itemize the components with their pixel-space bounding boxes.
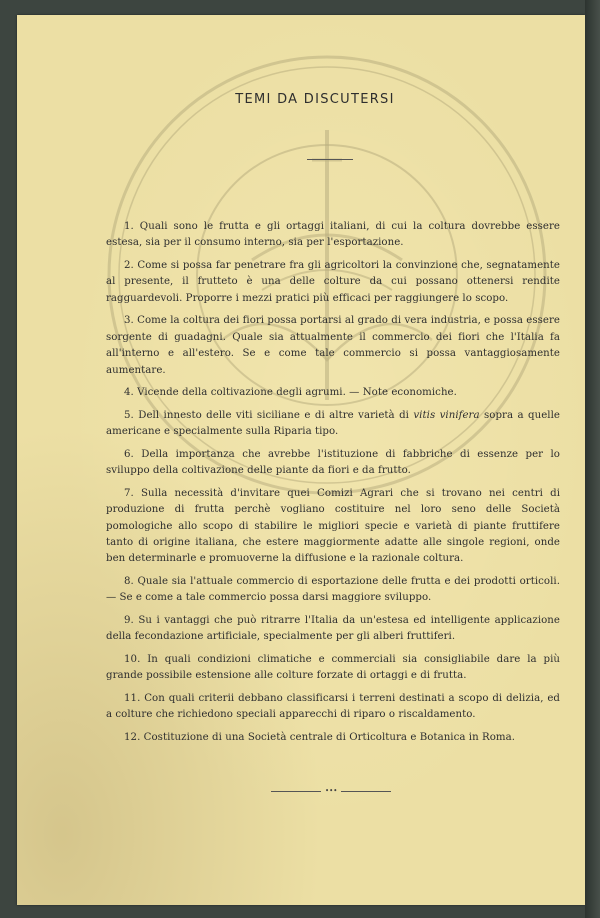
ornament-mark: ••• [325,787,338,795]
topic-item-3: 3. Come la coltura dei fiori possa portarsi al grado di vera industria, e possa essere sorgente di guadagni. Quale sia attualmente il commercio dei fiori che l'Italia fa all'interno e all'estero. Se e come tale commercio si possa vantaggiosamente aumentare. [106,315,560,376]
topic-item-7: 7. Sulla necessità d'invitare quei Comizi Agrari che si trovano nei centri di produzione di frutta perchè vogliano costituire nel loro seno delle Società pomologiche allo scopo di stabilire le migliori specie e varietà di piante fruttifere tanto di origine italiana, che estere maggiormente adatte alle singole regioni, onde ben determinarle e promuoverne la diffusione e la razionale coltura. [106,487,560,565]
book-binding-edge [585,0,600,918]
title-divider [307,159,353,160]
document-page [17,15,585,905]
document-title: TEMI DA DISCUTERSI [235,92,395,107]
topic-5-text-end: sopra a quelle americane e specialmente sulla Riparia tipo. [106,409,560,438]
topic-item-6: 6. Della importanza che avrebbe l'istituzione di fabbriche di essenze per lo sviluppo della coltivazione delle piante da fiori e da frutto. [106,448,560,477]
topics-list [106,219,560,753]
topic-item-2: 2. Come si possa far penetrare fra gli agricoltori la convinzione che, segnatamente al presente, il frutteto è una delle colture da cui possano ottenersi rendite ragguardevoli. Proporre i mezzi pratici più efficaci per raggiungere lo scopo. [106,260,560,304]
topic-5-text-start: 5. Dell innesto delle viti siciliane e di altre varietà di [124,409,414,421]
topic-item-10: 10. In quali condizioni climatiche e commerciali sia consigliabile dare la più grande possibile estensione alle colture forzate di ortaggi e di frutta. [106,654,560,682]
ornament-line-left [271,791,321,792]
ornament-line-right [341,791,391,792]
topic-item-1: 1. Quali sono le frutta e gli ortaggi italiani, di cui la coltura dovrebbe essere estesa, sia per il consumo interno, sia per l'esportazione. [106,221,560,249]
topic-5-italic-term: vitis vinifera [413,409,480,421]
topic-item-11: 11. Con quali criterii debbano classificarsi i terreni destinati a scopo di delizia, ed a colture che richiedono speciali apparecchi di riparo o riscaldamento. [106,693,560,721]
topic-item-5 [106,408,560,441]
end-ornament [271,787,391,797]
topic-item-9: 9. Su i vantaggi che può ritrarre l'Italia da un'estesa ed intelligente applicazione della fecondazione artificiale, specialmente per gli alberi fruttiferi. [106,615,560,643]
topic-item-4: 4. Vicende della coltivazione degli agrumi. — Note economiche. [124,387,457,399]
topic-item-8: 8. Quale sia l'attuale commercio di esportazione delle frutta e dei prodotti orticoli. — Se e come a tale commercio possa darsi maggiore sviluppo. [106,576,560,604]
topic-item-12: 12. Costituzione di una Società centrale di Orticoltura e Botanica in Roma. [124,732,516,744]
